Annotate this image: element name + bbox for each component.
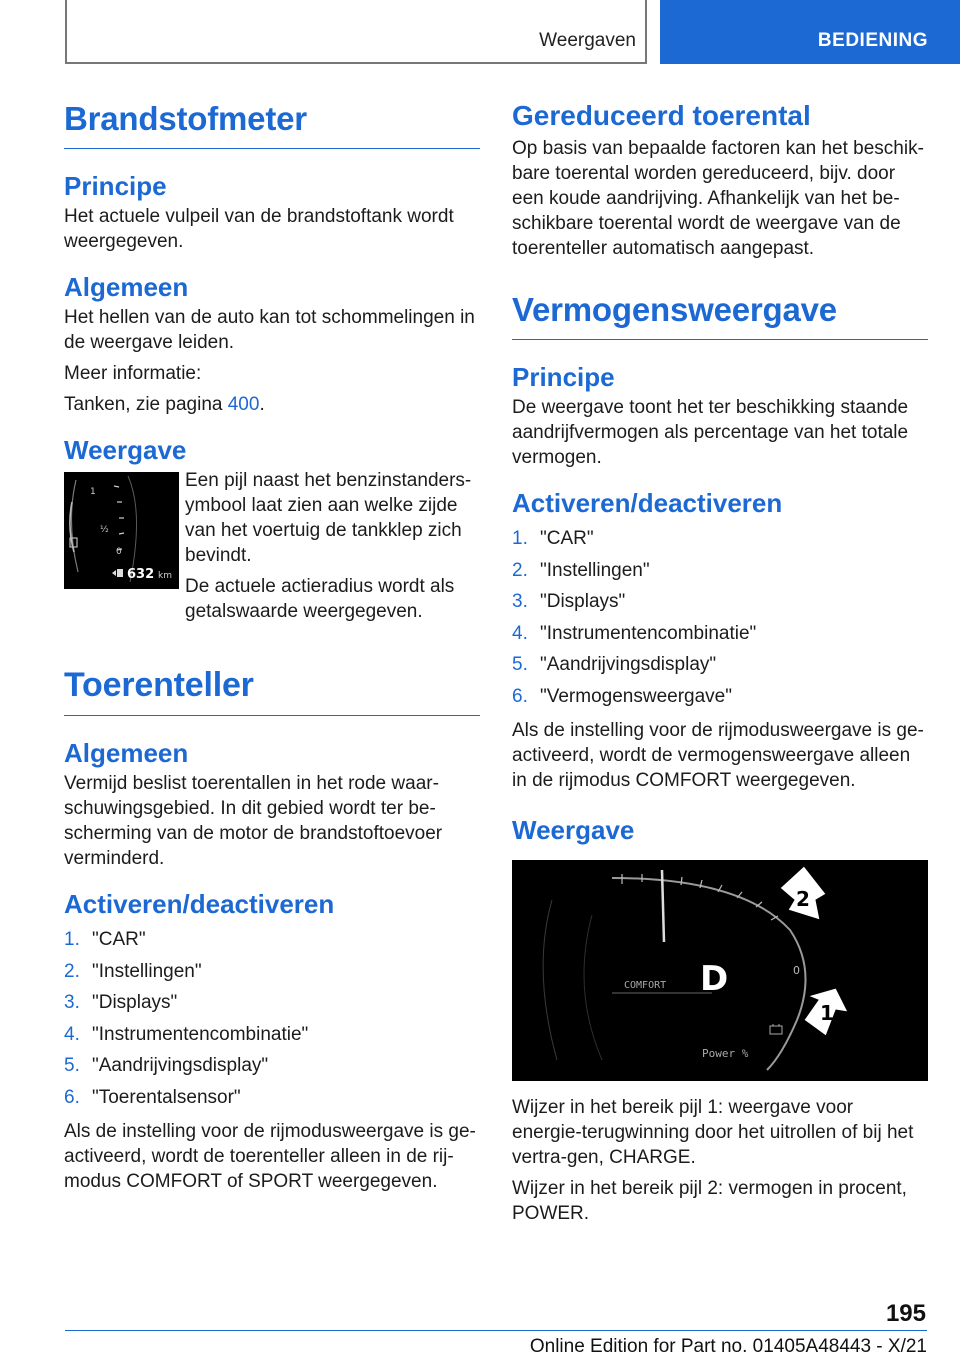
vermogens-closing-text: Als de instelling voor de rijmodusweergave is ge-activeerd, wordt de vermogensweergave alleen in de rijmodus COMFORT weergegeven. <box>512 720 924 791</box>
list-item: 1. "CAR" <box>512 528 594 549</box>
list-item: 1. "CAR" <box>64 929 146 950</box>
heading-principe: Principe <box>64 171 167 201</box>
tanken-prefix: Tanken, zie pagina <box>64 394 228 415</box>
gereduceerd-text: Op basis van bepaalde factoren kan het beschik-bare toerental worden gereduceerd, bijv. door een koude aandrijving. Afhankelijk van het be-schikbare toerental wordt de weergave van de toerenteller automatisch aangepast. <box>512 138 924 259</box>
heading-weergave: Weergave <box>64 435 187 465</box>
list-item: 2. "Instellingen" <box>512 559 650 581</box>
page-link-400[interactable]: 400 <box>227 394 260 415</box>
right-column <box>512 100 928 1232</box>
principe-text: Het actuele vulpeil van de brandstoftank wordt weergegeven. <box>64 206 454 252</box>
section-title-vermogensweergave: Vermogensweergave <box>512 291 928 340</box>
pijl-1-text: Wijzer in het bereik pijl 1: weergave voor energie-terugwinning door het uitrollen of bij het vertra-gen, CHARGE. <box>512 1097 914 1168</box>
fuel-mark-1: 1 <box>90 487 96 497</box>
algemeen-text: Het hellen van de auto kan tot schommelingen in de weergave leiden. <box>64 307 475 353</box>
weergave-block <box>64 468 480 624</box>
fuel-range-value: 632 <box>127 567 155 582</box>
fuel-mark-half: ½ <box>100 525 109 535</box>
drive-mode-label: COMFORT <box>624 980 667 991</box>
list-item: 3. "Displays" <box>512 591 626 612</box>
list-item: 5. "Aandrijvingsdisplay" <box>512 654 717 675</box>
heading-toer-algemeen: Algemeen <box>64 738 189 768</box>
weergave-text-1: Een pijl naast het benzinstanders-ymbool laat zien aan welke zijde van het voertuig de tankklep zich bevindt. <box>185 470 472 566</box>
header-chapter-tab: BEDIENING <box>660 0 960 64</box>
more-info-label: Meer informatie: <box>64 363 202 384</box>
steps-list-right <box>512 523 928 712</box>
heading-gereduceerd: Gereduceerd toerental <box>512 100 811 131</box>
svg-text:1: 1 <box>820 1001 834 1025</box>
tanken-suffix: . <box>259 394 265 415</box>
list-item: 6. "Toerentalsensor" <box>64 1086 241 1108</box>
principe-right-text: De weergave toont het ter beschikking staande aandrijfvermogen als percentage van het totale vermogen. <box>512 397 909 468</box>
fuel-range-unit: km <box>158 571 172 581</box>
heading-activeren-left: Activeren/deactiveren <box>64 889 335 919</box>
toerenteller-closing-text: Als de instelling voor de rijmodusweergave is ge-activeerd, wordt de toerenteller alleen in de rij-modus COMFORT of SPORT weergegeven. <box>64 1121 476 1192</box>
left-column <box>64 100 480 1200</box>
battery-icon <box>770 1024 782 1034</box>
fuel-pump-small-icon <box>112 569 123 577</box>
pijl-2-text: Wijzer in het bereik pijl 2: vermogen in procent, POWER. <box>512 1178 907 1224</box>
svg-text:2: 2 <box>796 887 810 911</box>
list-item: 4. "Instrumentencombinatie" <box>64 1023 309 1045</box>
footer-edition: Online Edition for Part no. 01405A48443 - X/21 <box>529 1336 927 1357</box>
weergave-text-2: De actuele actieradius wordt als getalswaarde weergegeven. <box>185 576 455 622</box>
list-item: 2. "Instellingen" <box>64 960 202 982</box>
fuel-gauge-image <box>64 472 179 589</box>
header-section-title: Weergaven <box>539 30 636 51</box>
list-item: 6. "Vermogensweergave" <box>512 685 732 707</box>
section-title-toerenteller: Toerenteller <box>64 666 480 716</box>
heading-weergave-right: Weergave <box>512 815 635 845</box>
heading-algemeen: Algemeen <box>64 272 189 302</box>
arrow-2-icon <box>780 866 826 920</box>
heading-principe-right: Principe <box>512 362 615 392</box>
footer-divider <box>65 1330 927 1331</box>
fuel-mark-0: 0 <box>116 547 122 557</box>
heading-activeren-right: Activeren/deactiveren <box>512 488 783 518</box>
list-item: 5. "Aandrijvingsdisplay" <box>64 1055 269 1076</box>
power-display-image <box>512 860 928 1081</box>
tanken-reference <box>64 392 480 417</box>
list-item: 3. "Displays" <box>64 992 178 1013</box>
toer-algemeen-text: Vermijd beslist toerentallen in het rode waar-schuwingsgebied. In dit gebied wordt ter be-scherming van de motor de brandstoftoevoer verminderd. <box>64 773 443 869</box>
steps-list-left <box>64 924 480 1113</box>
gear-indicator: D <box>700 959 729 999</box>
arrow-1-icon <box>804 988 848 1036</box>
power-percent-caption: Power % <box>702 1047 749 1060</box>
page-number: 195 <box>885 1300 926 1327</box>
list-item: 4. "Instrumentencombinatie" <box>512 622 757 644</box>
section-title-brandstofmeter: Brandstofmeter <box>64 100 480 149</box>
power-mark-0: 0 <box>793 964 800 977</box>
